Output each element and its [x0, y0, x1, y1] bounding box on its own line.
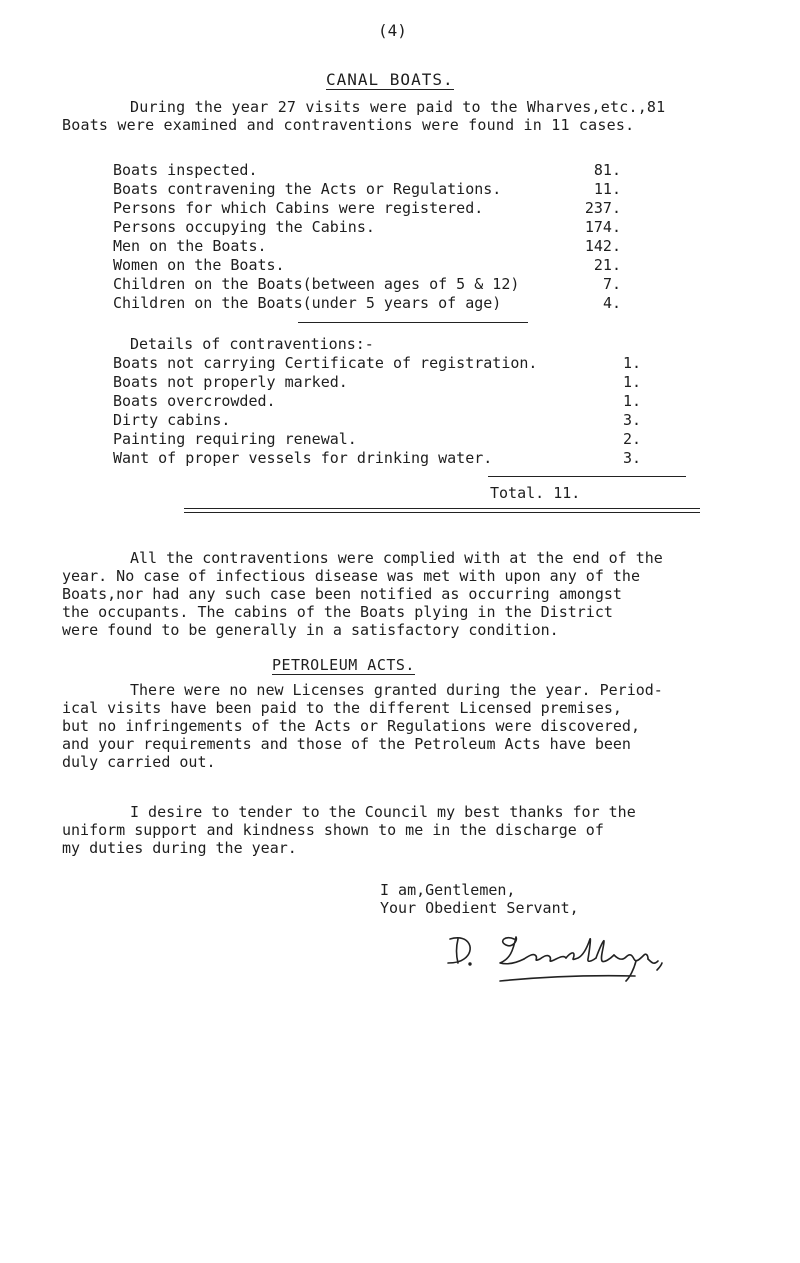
total-line — [490, 484, 580, 502]
stat-label: Men on the Boats. — [113, 237, 267, 255]
detail-value: 3. — [622, 411, 641, 429]
thanks-line-3: my duties during the year. — [62, 839, 297, 857]
closing-line-4: the occupants. The cabins of the Boats plying in the District — [62, 603, 613, 621]
stat-value: 237. — [584, 199, 621, 217]
section-rule-2 — [184, 512, 700, 513]
intro-line-1: During the year 27 visits were paid to the Wharves,etc.,81 — [130, 98, 666, 116]
closing-line-5: were found to be generally in a satisfactory condition. — [62, 621, 559, 639]
thanks-line-2: uniform support and kindness shown to me in the discharge of — [62, 821, 604, 839]
salutation: I am,Gentlemen, — [380, 881, 516, 899]
total-value: 11. — [553, 484, 581, 502]
intro-line-2: Boats were examined and contraventions were found in 11 cases. — [62, 116, 635, 134]
closing-line-2: year. No case of infectious disease was met with upon any of the — [62, 567, 640, 585]
detail-label: Painting requiring renewal. — [113, 430, 357, 448]
total-rule — [488, 476, 686, 477]
detail-value: 2. — [622, 430, 641, 448]
stat-value: 7. — [602, 275, 621, 293]
canal-boats-heading: CANAL BOATS. — [326, 70, 454, 89]
handwritten-signature — [440, 925, 710, 995]
detail-value: 1. — [622, 354, 641, 372]
stat-value: 4. — [602, 294, 621, 312]
stat-label: Boats contravening the Acts or Regulations. — [113, 180, 502, 198]
detail-label: Boats not carrying Certificate of registration. — [113, 354, 538, 372]
stat-label: Children on the Boats(between ages of 5 & 12) — [113, 275, 520, 293]
detail-label: Boats overcrowded. — [113, 392, 276, 410]
divider-rule — [298, 322, 528, 323]
detail-label: Boats not properly marked. — [113, 373, 348, 391]
detail-label: Want of proper vessels for drinking water. — [113, 449, 493, 467]
stat-value: 11. — [593, 180, 621, 198]
petroleum-heading: PETROLEUM ACTS. — [272, 656, 415, 674]
page-number: (4) — [378, 21, 407, 40]
details-heading: Details of contraventions:- — [130, 335, 374, 353]
petroleum-line-4: and your requirements and those of the Petroleum Acts have been — [62, 735, 631, 753]
closing-line-3: Boats,nor had any such case been notified as occurring amongst — [62, 585, 622, 603]
stat-value: 142. — [584, 237, 621, 255]
closing-line-1: All the contraventions were complied with at the end of the — [130, 549, 663, 567]
stat-value: 174. — [584, 218, 621, 236]
stat-label: Children on the Boats(under 5 years of age) — [113, 294, 502, 312]
detail-value: 3. — [622, 449, 641, 467]
stat-label: Persons for which Cabins were registered. — [113, 199, 484, 217]
detail-value: 1. — [622, 373, 641, 391]
detail-value: 1. — [622, 392, 641, 410]
valediction: Your Obedient Servant, — [380, 899, 579, 917]
stat-label: Persons occupying the Cabins. — [113, 218, 375, 236]
section-rule-1 — [184, 508, 700, 509]
detail-label: Dirty cabins. — [113, 411, 231, 429]
stat-value: 81. — [593, 161, 621, 179]
petroleum-line-5: duly carried out. — [62, 753, 216, 771]
stat-label: Women on the Boats. — [113, 256, 285, 274]
total-label: Total. — [490, 484, 545, 502]
detail-row — [113, 449, 693, 521]
petroleum-line-1: There were no new Licenses granted during the year. Period- — [130, 681, 663, 699]
petroleum-line-2: ical visits have been paid to the different Licensed premises, — [62, 699, 622, 717]
thanks-line-1: I desire to tender to the Council my best thanks for the — [130, 803, 636, 821]
petroleum-line-3: but no infringements of the Acts or Regulations were discovered, — [62, 717, 640, 735]
stat-value: 21. — [593, 256, 621, 274]
stat-label: Boats inspected. — [113, 161, 258, 179]
